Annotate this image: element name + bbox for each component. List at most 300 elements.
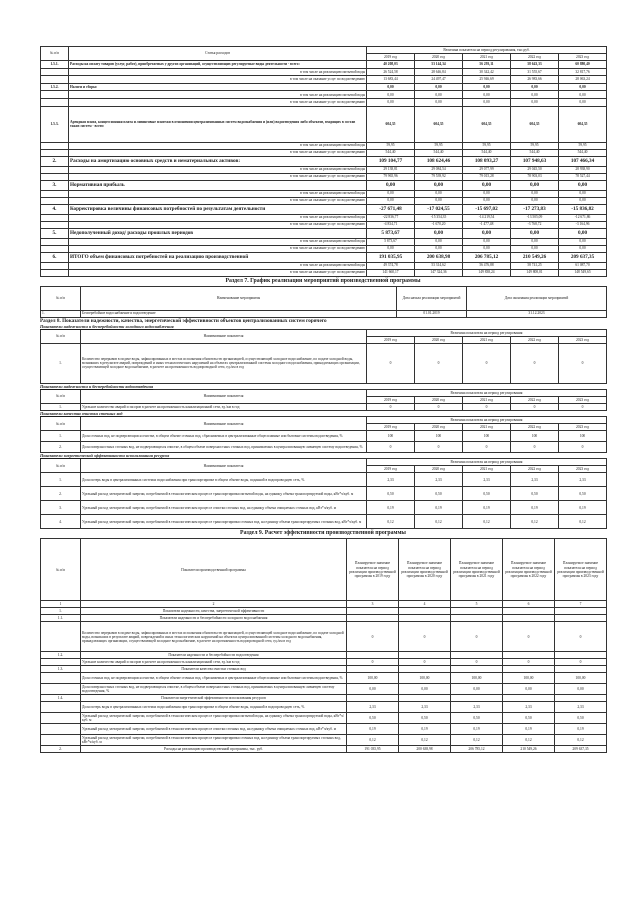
row-label: Показатели надежности, качества, энергетической эффективности: [81, 608, 347, 615]
value-cell: 0: [367, 403, 415, 410]
column-number: 7: [555, 601, 607, 608]
value-cell: 0: [511, 442, 559, 453]
row-label: в том числе на реализацию питьевой воды: [69, 166, 367, 173]
value-cell: 0,19: [511, 501, 559, 515]
value-cell: [555, 695, 607, 702]
column-number: 2: [81, 601, 347, 608]
subsection-title: Показатели качества очистки сточных вод: [40, 410, 123, 416]
row-number: [41, 149, 69, 156]
section-9-title: Раздел 9. Расчет эффективности производственной программы: [240, 530, 406, 537]
value-cell: [555, 666, 607, 673]
value-cell: 0,00: [559, 228, 607, 238]
col-header-plan: Планируемое значение показателя на период реализации производственной программы в 2022 году: [503, 539, 555, 601]
col-header-number: № п/п: [41, 539, 81, 601]
value-cell: 0,00: [511, 245, 559, 252]
value-cell: [503, 608, 555, 615]
value-cell: 0: [511, 343, 559, 383]
value-cell: 2,33: [555, 702, 607, 713]
value-cell: [503, 666, 555, 673]
value-cell: 0,19: [559, 501, 607, 515]
row-number: 1.: [41, 343, 81, 383]
value-cell: 0,12: [415, 515, 463, 529]
row-number: [41, 98, 69, 106]
row-number: [41, 735, 81, 746]
year-header: 2022 год: [511, 336, 559, 343]
value-cell: 29 138,81: [367, 166, 415, 173]
value-cell: 100,00: [451, 673, 503, 684]
value-cell: -15 354,35: [415, 214, 463, 221]
row-label: Расходы на оплату товаров (услуг, работ), приобретаемых у других организаций, осуществляющих регулируемые виды деятельности - всего:: [69, 61, 367, 69]
row-number: 1.: [41, 310, 81, 317]
row-number: [41, 190, 69, 197]
value-cell: 29 045,50: [511, 166, 559, 173]
value-cell: 0: [559, 442, 607, 453]
value-cell: 0,00: [415, 190, 463, 197]
row-label: ИТОГО объем финансовых потребностей на реализацию производственной: [69, 252, 367, 262]
value-cell: 0,00: [463, 197, 511, 204]
row-label: Доля сточных вод, не подвергающихся очистке, в общем объеме сточных вод, сбрасываемых в централизованные общесплавные или бытовые системы водоотведения, %: [81, 673, 347, 684]
value-cell: 604,35: [415, 106, 463, 142]
value-cell: [503, 695, 555, 702]
value-cell: [451, 615, 503, 622]
value-cell: -3 768,72: [511, 221, 559, 228]
value-cell: 0,00: [559, 197, 607, 204]
value-cell: 53 314,62: [415, 262, 463, 269]
year-header: 2023 год: [559, 466, 607, 473]
value-cell: 0,19: [367, 501, 415, 515]
column-number: 1: [41, 601, 81, 608]
value-cell: 79 015,28: [463, 173, 511, 180]
row-number: [41, 214, 69, 221]
value-cell: 5 873,67: [367, 228, 415, 238]
value-cell: 0,00: [463, 238, 511, 245]
row-label: Доля поверхностных сточных вод, не подвергающихся очистке, в общем объеме поверхностных сточных вод, принимаемых в централизованную ливневую систему водоотведения, %: [81, 684, 347, 695]
value-cell: 0,00: [415, 180, 463, 190]
row-number: 5.: [41, 228, 69, 238]
value-cell: 78 527,44: [559, 173, 607, 180]
value-cell: 32 817,76: [559, 68, 607, 76]
value-cell: -1 670,20: [415, 221, 463, 228]
value-cell: 191 035,95: [347, 746, 399, 753]
value-cell: 0,00: [367, 245, 415, 252]
value-cell: 2,33: [451, 702, 503, 713]
col-header-period: Величина показателя на период регулирования: [367, 459, 607, 466]
value-cell: 0: [555, 622, 607, 652]
row-label: в том числе на реализацию питьевой воды: [69, 142, 367, 149]
value-cell: 0,00: [347, 684, 399, 695]
subsection-title: Показатели надежности и бесперебойности холодного водоснабжения: [40, 323, 174, 329]
row-label: Налоги и сборы:: [69, 83, 367, 91]
value-cell: 0: [463, 403, 511, 410]
value-cell: [347, 695, 399, 702]
value-cell: 0: [463, 442, 511, 453]
row-label: Удельный расход электрической энергии, потребляемой в технологическом процессе очистки сточных вод, на единицу объема очищаемых сточных вод, кВт*ч/куб. м: [81, 501, 367, 515]
value-cell: 0,50: [451, 713, 503, 724]
col-header-indicator: Наименование показателя: [81, 329, 367, 343]
year-header: 2019 год: [367, 466, 415, 473]
value-cell: 0,12: [367, 515, 415, 529]
value-cell: 0,50: [399, 713, 451, 724]
value-cell: 149 808,01: [511, 269, 559, 276]
value-cell: 206 785,12: [451, 746, 503, 753]
value-cell: 100: [511, 431, 559, 442]
row-number: 1.5.1.: [41, 61, 69, 69]
value-cell: 148 549,65: [559, 269, 607, 276]
row-label: Корректировка величины финансовых потребностей по результатам деятельности: [69, 204, 367, 214]
value-cell: 100,00: [347, 673, 399, 684]
row-number: 3.: [41, 180, 69, 190]
col-header-period: Величина показателя на период регулирования: [367, 417, 607, 424]
row-number: [41, 269, 69, 276]
row-number: 2.: [41, 487, 81, 501]
value-cell: 100: [415, 431, 463, 442]
row-label: Недополученный доход/ расходы прошлых периодов: [69, 228, 367, 238]
value-cell: 0,00: [511, 190, 559, 197]
value-cell: 2,33: [511, 473, 559, 487]
value-cell: 0: [367, 343, 415, 383]
value-cell: [399, 695, 451, 702]
value-cell: 141 660,17: [367, 269, 415, 276]
row-number: [41, 238, 69, 245]
year-header: 2023 год: [559, 336, 607, 343]
value-cell: 5 873,67: [367, 238, 415, 245]
main-rows: [41, 156, 607, 276]
activity-name: Бесперебойное водоснабжение и водоотведение: [81, 310, 397, 317]
row-label: в том числе на оказание услуг по водоотведению: [69, 76, 367, 84]
value-cell: 2,33: [559, 473, 607, 487]
row-number: [41, 702, 81, 713]
value-cell: -27 671,48: [367, 204, 415, 214]
column-number: 3: [347, 601, 399, 608]
value-cell: 29 077,99: [463, 166, 511, 173]
value-cell: 206 785,12: [463, 252, 511, 262]
row-number: 3.: [41, 501, 81, 515]
col-header-number: № п/п: [41, 47, 69, 61]
row-label: в том числе на реализацию питьевой воды: [69, 214, 367, 221]
value-cell: 26 983,66: [511, 76, 559, 84]
efficiency-rows: [41, 608, 607, 753]
row-label: Удельный расход электрической энергии, потребляемой в технологическом процессе транспортировки сточных вод, на единицу объема транспортируемых сточных вод, кВт*ч/куб. м: [81, 735, 347, 746]
value-cell: 0: [451, 659, 503, 666]
value-cell: 0,00: [559, 245, 607, 252]
value-cell: -1 477,48: [463, 221, 511, 228]
row-label: в том числе на реализацию питьевой воды: [69, 190, 367, 197]
value-cell: 0: [415, 343, 463, 383]
value-cell: 200 638,98: [415, 252, 463, 262]
row-label: Удельный расход электрической энергии, потребляемой в технологическом процессе транспортировки питьевой воды, на единицу объема транспортируемой воды, кВт*ч/куб. м: [81, 713, 347, 724]
value-cell: 0,00: [367, 180, 415, 190]
value-cell: 200 638,98: [399, 746, 451, 753]
row-number: 2.: [41, 746, 81, 753]
row-label: Показатели энергетической эффективности использования ресурсов: [81, 695, 347, 702]
row-label: Доля сточных вод, не подвергающихся очистке, в общем объеме сточных вод, сбрасываемых в централизованные общесплавные или бытовые системы водоотведения, %: [81, 431, 367, 442]
subsection-title: Показатели надежности и бесперебойности водоотведения: [40, 383, 154, 389]
value-cell: 0: [415, 442, 463, 453]
col-header-number: № п/п: [41, 389, 81, 403]
year-header: 2022 год: [511, 54, 559, 61]
value-cell: 0,00: [367, 98, 415, 106]
value-cell: [347, 652, 399, 659]
year-header: 2021 год: [463, 54, 511, 61]
value-cell: 0,00: [463, 228, 511, 238]
row-number: 1.5.2.: [41, 83, 69, 91]
row-label: в том числе на оказание услуг по водоотведению: [69, 197, 367, 204]
value-cell: -17 024,55: [415, 204, 463, 214]
value-cell: 0,00: [511, 197, 559, 204]
col-header-end: Дата окончания реализации мероприятий: [467, 286, 607, 310]
row-number: 1.: [41, 608, 81, 615]
row-label: Показатели качества очистки сточных вод: [81, 666, 347, 673]
row-label: Показатели надежности и бесперебойности водоотведения: [81, 652, 347, 659]
document-page: [40, 46, 606, 753]
value-cell: 40 208,03: [367, 61, 415, 69]
value-cell: 0,12: [511, 515, 559, 529]
col-header-indicator: Показатели производственной программы: [81, 539, 347, 601]
value-cell: -14 219,54: [463, 214, 511, 221]
section-7-title: Раздел 7. График реализации мероприятий производственной программы: [225, 277, 421, 284]
value-cell: 28 646,84: [415, 68, 463, 76]
value-cell: 0,19: [451, 724, 503, 735]
row-label: Арендная плата, концессионная плата и лизинговые платежи в отношении централизованных систем водоснабжения и (или) водоотведения либо объектов, входящих в состав таких систем - всего:: [69, 106, 367, 142]
value-cell: 0: [503, 622, 555, 652]
value-cell: 0,00: [451, 684, 503, 695]
row-number: [41, 622, 81, 652]
value-cell: 0,00: [463, 190, 511, 197]
value-cell: 29 084,54: [415, 166, 463, 173]
value-cell: 0: [555, 659, 607, 666]
col-header-activity: Наименование мероприятия: [81, 286, 397, 310]
value-cell: 0,00: [511, 180, 559, 190]
value-cell: [399, 608, 451, 615]
row-number: 1.: [41, 403, 81, 410]
value-cell: 0,00: [415, 238, 463, 245]
value-cell: 604,35: [511, 106, 559, 142]
row-number: 1.2.: [41, 652, 81, 659]
value-cell: 28 938,90: [559, 166, 607, 173]
value-cell: 0,00: [511, 91, 559, 99]
value-cell: -12 671,86: [559, 214, 607, 221]
value-cell: 0: [463, 343, 511, 383]
section-8-title: Раздел 8. Показатели надежности, качества, энергетической эффективности объектов централизованных систем горячего: [40, 317, 327, 324]
value-cell: 0,50: [555, 713, 607, 724]
row-number: 1.4.: [41, 695, 81, 702]
row-label: Доля потерь воды в централизованных системах водоснабжения при транспортировке в общем объеме воды, поданной в водопроводную сеть, %: [81, 702, 347, 713]
row-label: в том числе на оказание услуг по водоотведению: [69, 149, 367, 156]
col-header-period: Величина показателя на период регулирования, тыс.руб.: [367, 47, 607, 54]
col-header-period: Величина показателя на период регулирования: [367, 389, 607, 396]
indicators-table-2: [40, 389, 607, 411]
column-number: 5: [451, 601, 503, 608]
value-cell: 2,33: [415, 473, 463, 487]
value-cell: [347, 615, 399, 622]
row-number: 4.: [41, 204, 69, 214]
row-label: Нормативная прибыль: [69, 180, 367, 190]
row-number: [41, 91, 69, 99]
value-cell: 108 093,27: [463, 156, 511, 166]
value-cell: [451, 652, 503, 659]
value-cell: 0,00: [463, 91, 511, 99]
value-cell: 0,12: [555, 735, 607, 746]
treatment-rows: [41, 431, 607, 453]
value-cell: 0,00: [511, 238, 559, 245]
value-cell: 31 555,67: [511, 68, 559, 76]
value-cell: 59,95: [463, 142, 511, 149]
row-label: Удельный расход электрической энергии, потребляемой в технологическом процессе транспортировки питьевой воды, на единицу объема транспортируемой воды, кВт*ч/куб. м: [81, 487, 367, 501]
year-header: 2020 год: [415, 54, 463, 61]
value-cell: 100,00: [555, 673, 607, 684]
row-label: Доля поверхностных сточных вод, не подвергающихся очистке, в общем объеме поверхностных сточных вод, принимаемых в централизованную ливневую систему водоотведения, %: [81, 442, 367, 453]
row-number: 2.: [41, 442, 81, 453]
end-date: 31.12.2023: [467, 310, 607, 317]
value-cell: 107 948,63: [511, 156, 559, 166]
value-cell: 0,50: [463, 487, 511, 501]
value-cell: 191 035,95: [367, 252, 415, 262]
value-cell: 0,12: [347, 735, 399, 746]
year-header: 2022 год: [511, 396, 559, 403]
column-number: 4: [399, 601, 451, 608]
value-cell: 107 466,34: [559, 156, 607, 166]
row-label: в том числе на оказание услуг по водоотведению: [69, 221, 367, 228]
column-number: 6: [503, 601, 555, 608]
row-label: Удельное количество аварий и засоров в расчете на протяженность канализационной сети, ед./км в год: [81, 403, 367, 410]
row-label: Удельный расход электрической энергии, потребляемой в технологическом процессе очистки сточных вод, на единицу объема очищаемых сточных вод, кВт*ч/куб. м: [81, 724, 347, 735]
value-cell: -15 836,82: [559, 204, 607, 214]
value-cell: 604,35: [559, 106, 607, 142]
value-cell: [555, 615, 607, 622]
value-cell: 78 903,03: [511, 173, 559, 180]
value-cell: 100,00: [503, 673, 555, 684]
value-cell: 0,00: [559, 190, 607, 197]
value-cell: 2,33: [399, 702, 451, 713]
row-label: в том числе на оказание услуг по водоотведению: [69, 245, 367, 252]
row-label: в том числе на реализацию питьевой воды: [69, 68, 367, 76]
value-cell: 100,00: [399, 673, 451, 684]
year-header: 2021 год: [463, 336, 511, 343]
value-cell: 53 144,34: [415, 61, 463, 69]
row-number: 6.: [41, 252, 69, 262]
year-header: 2020 год: [415, 336, 463, 343]
indicators-table-4: [40, 458, 607, 529]
row-label: Показатели надежности и бесперебойности холодного водоснабжения: [81, 615, 347, 622]
value-cell: 544,40: [367, 149, 415, 156]
col-header-number: № п/п: [41, 459, 81, 473]
value-cell: 0: [559, 403, 607, 410]
value-cell: 209 637,35: [559, 252, 607, 262]
value-cell: -4 834,71: [367, 221, 415, 228]
value-cell: [503, 615, 555, 622]
value-cell: 149 838,24: [463, 269, 511, 276]
value-cell: [555, 652, 607, 659]
rent-sub-rows: [41, 142, 607, 156]
value-cell: 49 374,78: [367, 262, 415, 269]
value-cell: -13 505,09: [511, 214, 559, 221]
value-cell: 604,35: [463, 106, 511, 142]
value-cell: 0,00: [463, 83, 511, 91]
value-cell: 13 683,44: [367, 76, 415, 84]
value-cell: 100: [559, 431, 607, 442]
value-cell: 604,35: [367, 106, 415, 142]
value-cell: -17 273,83: [511, 204, 559, 214]
value-cell: 0,50: [511, 487, 559, 501]
start-date: 01.01.2019: [397, 310, 467, 317]
col-header-number: № п/п: [41, 417, 81, 431]
year-header: 2023 год: [559, 396, 607, 403]
value-cell: 0,00: [511, 83, 559, 91]
value-cell: 0,00: [367, 91, 415, 99]
year-header: 2021 год: [463, 396, 511, 403]
col-header-plan: Планируемое значение показателя на период реализации производственной программы в 2020 году: [399, 539, 451, 601]
year-header: 2021 год: [463, 466, 511, 473]
value-cell: 26 524,58: [367, 68, 415, 76]
col-header-expense: Статья расходов: [69, 47, 367, 61]
col-header-plan: Планируемое значение показателя на период реализации производственной программы в 2019 году: [347, 539, 399, 601]
value-cell: 0: [503, 659, 555, 666]
value-cell: 0,00: [503, 684, 555, 695]
row-label: в том числе на реализацию питьевой воды: [69, 262, 367, 269]
value-cell: 61 087,70: [559, 262, 607, 269]
value-cell: 0,50: [503, 713, 555, 724]
value-cell: [555, 608, 607, 615]
value-cell: 0,00: [415, 83, 463, 91]
value-cell: 59,95: [415, 142, 463, 149]
value-cell: 0,00: [415, 245, 463, 252]
row-label: в том числе на оказание услуг по водоотведению: [69, 269, 367, 276]
value-cell: 0,19: [347, 724, 399, 735]
value-cell: 0,00: [559, 98, 607, 106]
value-cell: 59,95: [511, 142, 559, 149]
value-cell: 0,00: [415, 91, 463, 99]
year-header: 2023 год: [559, 54, 607, 61]
value-cell: 0,00: [367, 190, 415, 197]
value-cell: [503, 652, 555, 659]
value-cell: 0,19: [399, 724, 451, 735]
row-number: [41, 142, 69, 149]
value-cell: 79 965,96: [367, 173, 415, 180]
value-cell: 0,19: [463, 501, 511, 515]
row-number: [41, 245, 69, 252]
value-cell: 544,40: [511, 149, 559, 156]
value-cell: 109 104,77: [367, 156, 415, 166]
value-cell: 544,40: [559, 149, 607, 156]
value-cell: 0,12: [559, 515, 607, 529]
value-cell: 209 637,35: [555, 746, 607, 753]
value-cell: 0,19: [415, 501, 463, 515]
row-number: [41, 221, 69, 228]
row-number: 1.5.3.: [41, 106, 69, 142]
row-number: 1.3.: [41, 666, 81, 673]
value-cell: 0,00: [415, 228, 463, 238]
value-cell: 24 497,47: [415, 76, 463, 84]
indicators-table-1: [40, 329, 607, 384]
col-header-indicator: Наименование показателя: [81, 417, 367, 431]
value-cell: 0,50: [367, 487, 415, 501]
col-header-indicator: Наименование показателя: [81, 459, 367, 473]
value-cell: 0,12: [399, 735, 451, 746]
year-header: 2020 год: [415, 424, 463, 431]
col-header-number: № п/п: [41, 329, 81, 343]
row-number: [41, 197, 69, 204]
row-number: [41, 713, 81, 724]
value-cell: 2,33: [367, 473, 415, 487]
value-cell: 0: [559, 343, 607, 383]
value-cell: 544,40: [463, 149, 511, 156]
value-cell: [451, 666, 503, 673]
value-cell: 0: [511, 403, 559, 410]
year-header: 2019 год: [367, 424, 415, 431]
value-cell: [451, 695, 503, 702]
energy-rows: [41, 473, 607, 529]
value-cell: 0,00: [511, 98, 559, 106]
